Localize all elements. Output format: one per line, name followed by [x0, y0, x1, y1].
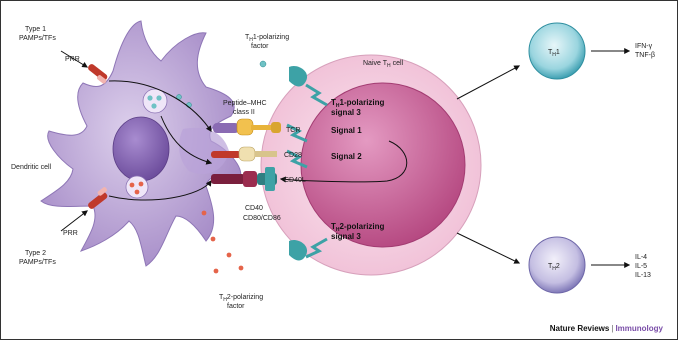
- th2-polarizing-factor-label: $T_H2$-polarizing: [219, 294, 264, 303]
- th2-polarizing-signal3-label: $T_H2$-polarizing: [331, 222, 385, 233]
- th2-factor-dot: [214, 269, 219, 274]
- type2-arrow: [61, 211, 87, 231]
- th1-polarizing-signal3-label-line2: signal 3: [331, 108, 361, 117]
- il5-label: IL-5: [635, 263, 648, 270]
- tnf-beta-label: TNF-β: [635, 52, 655, 59]
- th1-polarizing-factor-dot: [260, 61, 266, 67]
- prr-top-receptor: [87, 63, 109, 85]
- vesicle-type2: [126, 176, 148, 198]
- prr-top-label: PRR: [65, 56, 80, 63]
- th2-polarizing-factor-label-line2: factor: [227, 303, 245, 310]
- th1-cell-label: $T_H1$: [548, 49, 560, 58]
- th1-polarizing-signal3-label: $T_H1$-polarizing: [331, 98, 385, 109]
- immune-diagram: [1, 1, 678, 340]
- dendritic-cell-label: Dendritic cell: [11, 164, 52, 171]
- th2-factor-dot: [202, 211, 207, 216]
- th1-factor-receptor: [289, 66, 307, 87]
- credit-separator: |: [611, 324, 614, 333]
- th2-factor-dot: [227, 253, 232, 258]
- to-th1-arrow: [457, 66, 519, 99]
- peptide-mhc-label-line1: Peptide–MHC: [223, 100, 267, 107]
- vesicle-type1: [143, 89, 167, 113]
- cd80-cd86-label: CD80/CD86: [243, 215, 281, 222]
- cd28-label: CD28: [284, 152, 302, 159]
- th2-polarizing-signal3-label-line2: signal 3: [331, 232, 361, 241]
- to-th2-arrow: [457, 233, 519, 263]
- prr-bottom-label: PRR: [63, 230, 78, 237]
- journal-credit: [550, 324, 663, 333]
- th2-factor-dot: [239, 266, 244, 271]
- ifn-gamma-label: IFN-γ: [635, 43, 653, 50]
- peptide-mhc-label-line2: class II: [233, 109, 255, 116]
- tcr-label: TCR: [286, 127, 301, 134]
- cd40l-label: CD40L: [284, 177, 306, 184]
- il4-label: IL-4: [635, 254, 648, 261]
- dendritic-nucleus: [113, 117, 169, 181]
- th1-polarizing-factor-label: $T_H1$-polarizing: [245, 34, 290, 43]
- th1-polarizing-factor-label-line2: factor: [251, 43, 269, 50]
- type2-label-line1: Type 2: [25, 250, 47, 257]
- naive-th-cell-label: Naive $T_H$ cell: [363, 60, 404, 69]
- journal-section: Immunology: [615, 324, 663, 333]
- il13-label: IL-13: [635, 272, 651, 279]
- th2-cell-label: $T_H2$: [548, 263, 560, 272]
- signal2-label: Signal 2: [331, 152, 362, 161]
- signal1-label: Signal 1: [331, 126, 362, 135]
- type1-label-line2: PAMPs/TFs: [19, 35, 56, 42]
- type1-label-line1: Type 1: [25, 26, 47, 33]
- cd40-label: CD40: [245, 205, 263, 212]
- th2-factor-dot: [211, 237, 216, 242]
- type2-label-line2: PAMPs/TFs: [19, 259, 56, 266]
- journal-name: Nature Reviews: [549, 324, 610, 333]
